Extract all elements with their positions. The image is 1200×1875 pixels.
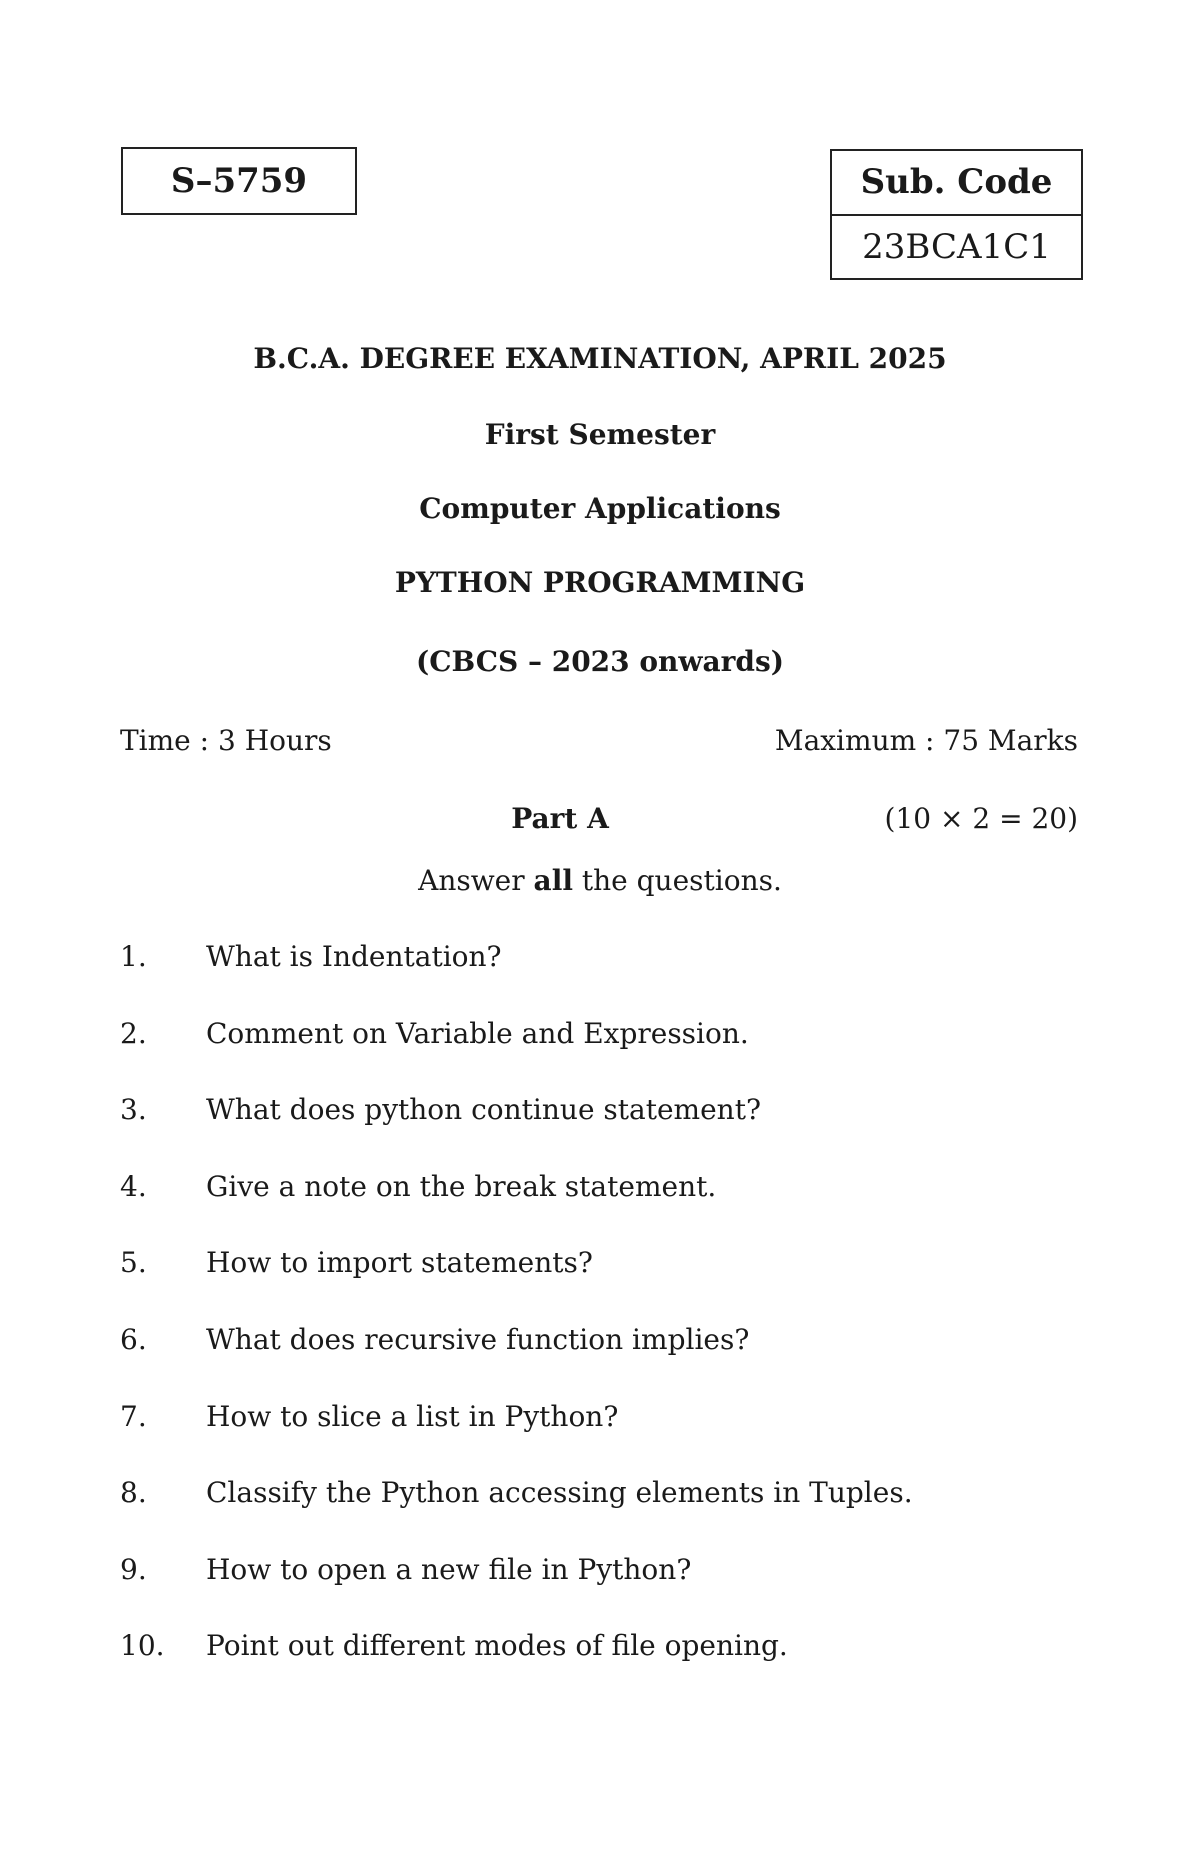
question-item: [120, 1476, 1100, 1553]
instruction-prefix: Answer: [418, 864, 534, 897]
subject-title: PYTHON PROGRAMMING: [394, 566, 806, 599]
instruction-suffix: the questions.: [572, 864, 782, 897]
question-number: 7.: [120, 1399, 147, 1433]
question-text: Give a note on the break statement.: [206, 1169, 717, 1203]
question-text: How to open a new file in Python?: [206, 1552, 692, 1586]
question-number: 2.: [120, 1016, 147, 1050]
sub-code-value: 23BCA1C1: [862, 226, 1051, 267]
part-a-title: Part A: [511, 802, 609, 835]
question-item: [120, 1553, 1100, 1630]
question-item: [120, 940, 1100, 1017]
part-a-instruction: [0, 864, 1200, 897]
question-list: [120, 940, 1100, 1706]
question-text: What is Indentation?: [206, 940, 502, 973]
question-item: [120, 1629, 1100, 1706]
question-number: 5.: [120, 1246, 147, 1280]
question-item: [120, 1246, 1100, 1323]
question-number: 3.: [120, 1093, 147, 1127]
scheme-title: (CBCS – 2023 onwards): [415, 645, 785, 678]
max-marks: Maximum : 75 Marks: [774, 724, 1078, 757]
semester-title: First Semester: [484, 418, 716, 451]
paper-code: S–5759: [170, 161, 308, 201]
question-item: [120, 1170, 1100, 1247]
sub-code-label: Sub. Code: [832, 151, 1081, 216]
department-title: Computer Applications: [419, 492, 781, 525]
question-number: 6.: [120, 1322, 147, 1356]
paper-code-box: [121, 147, 357, 215]
question-number: 8.: [120, 1476, 147, 1510]
instruction-bold: all: [533, 864, 573, 897]
time-limit: Time : 3 Hours: [120, 724, 332, 757]
question-number: 4.: [120, 1169, 147, 1203]
question-item: [120, 1400, 1100, 1477]
sub-code-box: [830, 149, 1083, 280]
question-number: 1.: [120, 940, 147, 973]
question-item: [120, 1093, 1100, 1170]
question-item: [120, 1017, 1100, 1094]
exam-title: B.C.A. DEGREE EXAMINATION, APRIL 2025: [253, 342, 947, 375]
question-text: Classify the Python accessing elements in Tuples.: [206, 1476, 913, 1510]
question-text: Comment on Variable and Expression.: [206, 1016, 749, 1050]
question-number: 9.: [120, 1552, 147, 1586]
question-text: What does recursive function implies?: [206, 1322, 750, 1356]
question-text: How to slice a list in Python?: [206, 1399, 619, 1433]
part-a-marks: (10 × 2 = 20): [884, 802, 1078, 835]
question-text: How to import statements?: [206, 1246, 593, 1280]
question-number: 10.: [120, 1629, 165, 1663]
question-item: [120, 1323, 1100, 1400]
question-text: Point out different modes of file opening.: [206, 1629, 788, 1663]
question-text: What does python continue statement?: [206, 1093, 761, 1127]
